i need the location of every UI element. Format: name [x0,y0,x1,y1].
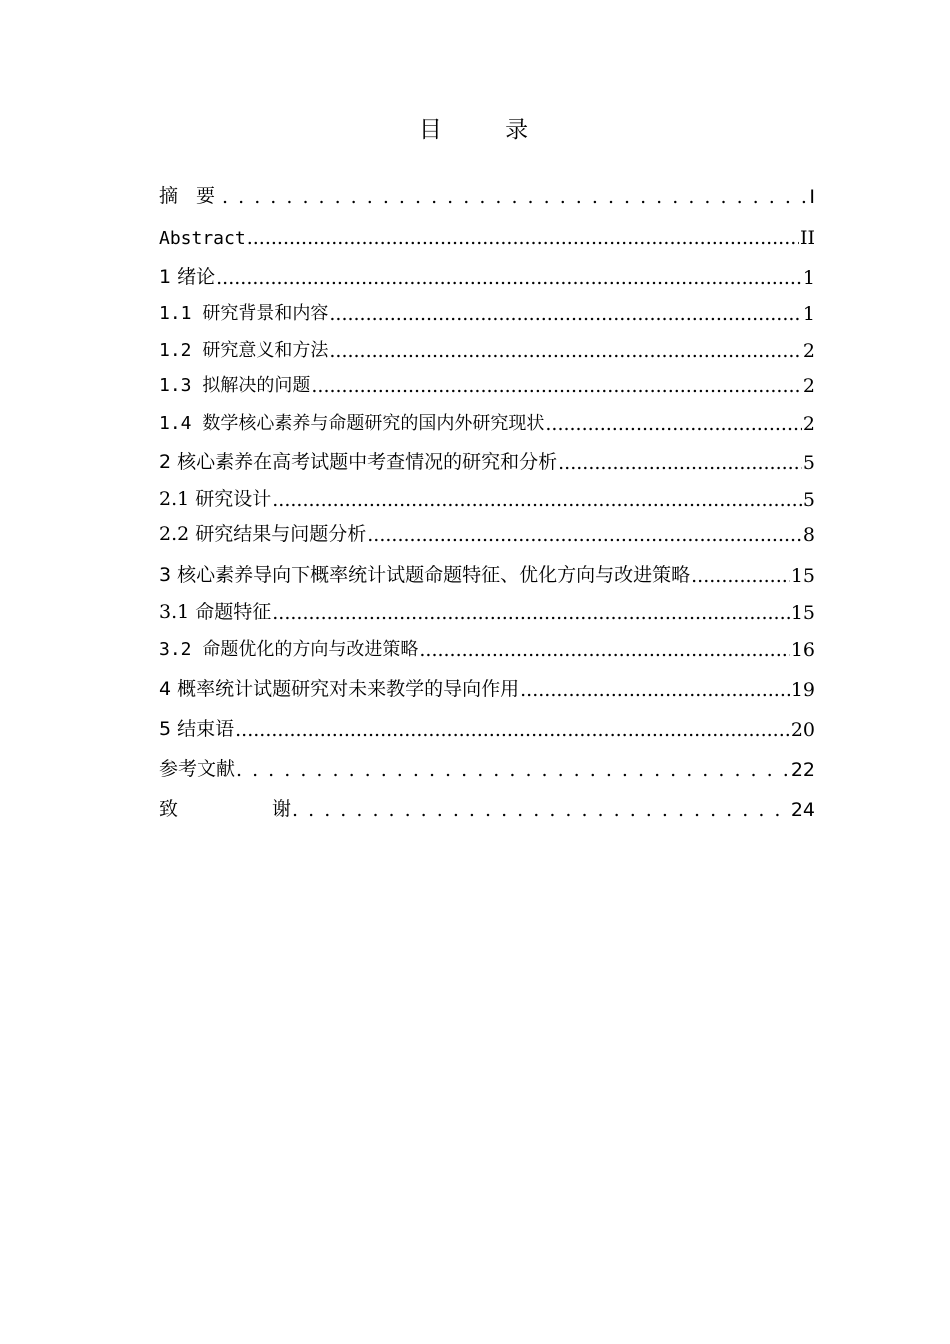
dot-leader [222,186,808,208]
toc-entry-page: 15 [790,602,815,624]
toc-entry-page: 19 [790,679,815,701]
toc-entry-label: 3.2 命题优化的方向与改进策略 [159,639,419,660]
toc-entry-chapter-4[interactable] [159,661,815,701]
toc-entry-page: 15 [790,565,815,587]
toc-entry-page: 2 [802,340,815,362]
toc-entry-label: 5 结束语 [159,718,235,740]
toc-entry-section-2-1[interactable] [159,474,815,511]
toc-entry-label: 1.3 拟解决的问题 [159,375,311,396]
toc-entry-page: 5 [802,489,815,511]
dot-leader [329,340,802,362]
toc-entry-label: 1 绪论 [159,266,216,288]
toc-entry-label: 2.1 研究设计 [159,488,272,510]
toc-entry-section-1-4[interactable] [159,397,815,435]
toc-entry-page: 16 [790,639,815,661]
toc-entry-label: Abstract [159,228,246,249]
toc-entry-chapter-1[interactable] [159,249,815,289]
toc-entry-label: 2 核心素养在高考试题中考查情况的研究和分析 [159,451,558,473]
dot-leader [520,679,790,701]
dot-leader [272,489,802,511]
toc-entry-abstract-cn[interactable] [159,170,815,208]
toc-entry-label: 参考文献 [159,758,236,780]
toc-entry-section-2-2[interactable] [159,511,815,546]
dot-leader [311,375,802,397]
toc-entry-references[interactable] [159,741,815,781]
toc-entry-page: 5 [802,452,815,474]
toc-entry-label: 4 概率统计试题研究对未来教学的导向作用 [159,678,520,700]
toc-entry-label: 1.2 研究意义和方法 [159,340,329,361]
toc-entry-page: II [799,227,815,249]
dot-leader [545,413,802,435]
toc-entry-section-1-2[interactable] [159,325,815,362]
dot-leader [292,799,790,821]
toc-entry-chapter-3[interactable] [159,546,815,587]
dot-leader [367,524,802,546]
toc-entry-page: 1 [802,303,815,325]
toc-entry-section-3-2[interactable] [159,624,815,661]
toc-entry-page: 24 [790,799,815,821]
dot-leader [691,565,790,587]
toc-title: 目 录 [418,117,557,143]
toc-entry-page: 2 [802,413,815,435]
toc-entry-page: 20 [790,719,815,741]
toc-entry-label: 3 核心素养导向下概率统计试题命题特征、优化方向与改进策略 [159,564,691,586]
dot-leader [558,452,802,474]
toc-entry-section-1-3[interactable] [159,362,815,397]
toc-entry-page: 8 [802,524,815,546]
toc-entry-acknowledgements[interactable] [159,781,815,821]
toc-entry-chapter-2[interactable] [159,435,815,474]
dot-leader [419,639,789,661]
toc-entry-page: 1 [802,267,815,289]
dot-leader [236,759,790,781]
toc-entry-label: 致 谢 [159,798,336,820]
toc-entry-page: 2 [802,375,815,397]
toc-entry-label: 1.1 研究背景和内容 [159,303,329,324]
toc-list [159,170,815,821]
toc-entry-label: 2.2 研究结果与问题分析 [159,523,367,545]
toc-entry-section-3-1[interactable] [159,587,815,624]
toc-entry-label: 1.4 数学核心素养与命题研究的国内外研究现状 [159,413,545,434]
dot-leader [216,267,802,289]
toc-entry-chapter-5[interactable] [159,701,815,741]
toc-entry-label: 3.1 命题特征 [159,601,272,623]
toc-entry-page: 22 [790,759,815,781]
dot-leader [272,602,790,624]
toc-entry-page: I [809,186,815,208]
dot-leader [235,719,790,741]
toc-entry-label: 摘 要 [159,185,222,207]
dot-leader [329,303,802,325]
toc-entry-abstract-en[interactable] [159,208,815,249]
toc-entry-section-1-1[interactable] [159,289,815,325]
dot-leader [247,227,799,249]
